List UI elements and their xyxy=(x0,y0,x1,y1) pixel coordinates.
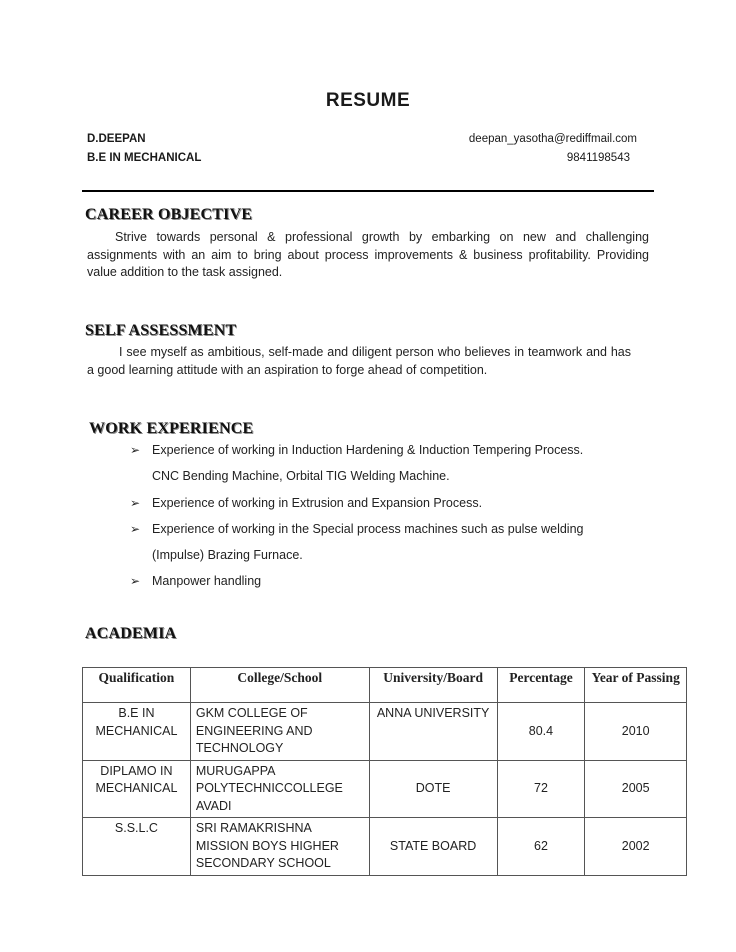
table-row xyxy=(83,760,687,818)
table-row xyxy=(83,703,687,761)
qualification-cell: S.S.L.C xyxy=(83,818,191,876)
self-assessment-body: I see myself as ambitious, self-made and diligent person who believes in teamwork and has a good learning attitude with an aspiration to forge ahead of competition. xyxy=(87,345,631,377)
arrow-bullet-icon: ➢ xyxy=(130,521,141,536)
academia-table xyxy=(82,667,687,876)
list-item: (Impulse) Brazing Furnace. xyxy=(152,548,303,563)
phone-number: 9841198543 xyxy=(566,152,630,164)
year-cell: 2005 xyxy=(585,760,687,818)
column-header: Year of Passing xyxy=(585,668,687,703)
self-assessment-text xyxy=(87,344,631,379)
board-cell: ANNA UNIVERSITY xyxy=(369,703,497,761)
career-objective-text xyxy=(87,229,649,282)
list-item: ➢ Experience of working in the Special process machines such as pulse welding xyxy=(130,519,630,545)
academia-heading: ACADEMIA xyxy=(85,625,177,642)
arrow-bullet-icon: ➢ xyxy=(130,495,141,510)
column-header: Percentage xyxy=(497,668,585,703)
column-header: Qualification xyxy=(83,668,191,703)
header-divider xyxy=(82,190,654,192)
career-objective-heading: CAREER OBJECTIVE xyxy=(85,206,253,223)
table-header-row xyxy=(83,668,687,703)
list-item: ➢ Experience of working in Induction Hardening & Induction Tempering Process. xyxy=(130,440,630,466)
arrow-bullet-icon: ➢ xyxy=(130,574,141,589)
qualification-cell: DIPLAMO IN MECHANICAL xyxy=(83,760,191,818)
percentage-cell: 80.4 xyxy=(497,703,585,761)
career-objective-body: Strive towards personal & professional growth by embarking on new and challenging assignments with an aim to bring about process improvements & business profitability. Providing value addition to the task assigned. xyxy=(87,230,649,279)
candidate-name: D.DEEPAN xyxy=(87,133,146,145)
self-assessment-heading: SELF ASSESSMENT xyxy=(85,322,237,339)
list-item: CNC Bending Machine, Orbital TIG Welding Machine. xyxy=(152,469,450,484)
college-cell: SRI RAMAKRISHNA MISSION BOYS HIGHER SECONDARY SCHOOL xyxy=(190,818,369,876)
column-header: College/School xyxy=(190,668,369,703)
year-cell: 2002 xyxy=(585,818,687,876)
year-cell: 2010 xyxy=(585,703,687,761)
work-experience-heading: WORK EXPERIENCE xyxy=(89,420,254,437)
percentage-cell: 62 xyxy=(497,818,585,876)
board-cell: DOTE xyxy=(369,760,497,818)
arrow-bullet-icon: ➢ xyxy=(130,443,141,457)
college-cell: MURUGAPPA POLYTECHNICCOLLEGE AVADI xyxy=(190,760,369,818)
work-experience-list xyxy=(130,440,630,598)
table-row xyxy=(83,818,687,876)
qualification-cell: B.E IN MECHANICAL xyxy=(83,703,191,761)
board-cell: STATE BOARD xyxy=(369,818,497,876)
list-item: ➢ Experience of working in Extrusion and Expansion Process. xyxy=(130,493,630,519)
list-item: ➢ Manpower handling xyxy=(130,571,630,597)
college-cell: GKM COLLEGE OF ENGINEERING AND TECHNOLOGY xyxy=(190,703,369,761)
email-address: deepan_yasotha@rediffmail.com xyxy=(468,133,637,145)
page-title: RESUME xyxy=(325,90,411,111)
column-header: University/Board xyxy=(369,668,497,703)
candidate-degree: B.E IN MECHANICAL xyxy=(87,152,202,164)
percentage-cell: 72 xyxy=(497,760,585,818)
